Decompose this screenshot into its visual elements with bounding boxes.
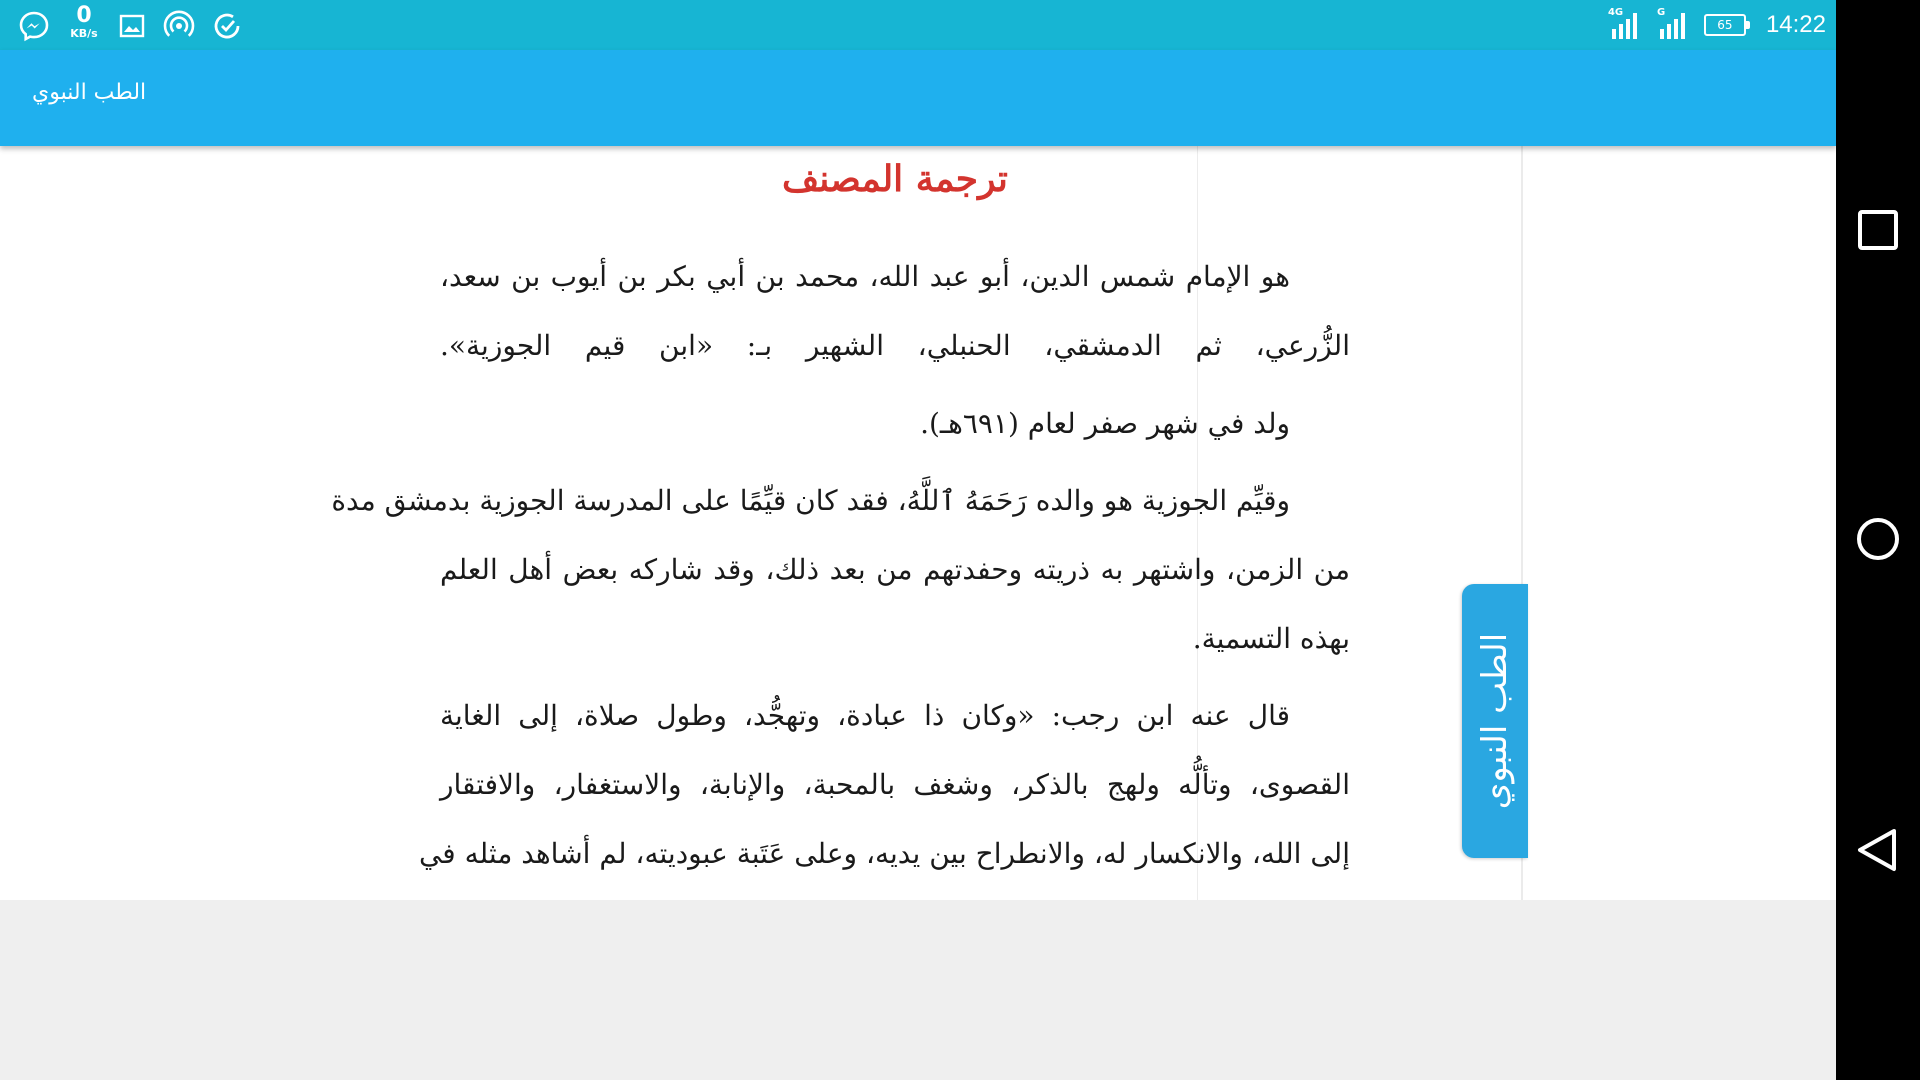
navigation-bar bbox=[1836, 0, 1920, 1080]
recent-apps-button[interactable] bbox=[1836, 188, 1920, 272]
text-line: بهذه التسمية. bbox=[1192, 622, 1350, 655]
text-line: وقيِّم الجوزية هو والده رَحَمَهُ ٱللَّهُ، فقد كان قيِّمًا على المدرسة الجوزية بدمشق مدة bbox=[331, 484, 1290, 517]
battery-icon bbox=[1704, 14, 1746, 36]
signal-g-icon bbox=[1656, 9, 1692, 41]
app-title: الطب النبوي bbox=[32, 80, 147, 105]
signal-4g-label: 4G bbox=[1607, 7, 1624, 18]
side-tab-label: الطب النبوي bbox=[1475, 632, 1515, 810]
signal-g-label: G bbox=[1656, 7, 1666, 18]
status-bar bbox=[0, 0, 1836, 50]
messenger-icon bbox=[18, 10, 50, 42]
home-button[interactable] bbox=[1836, 497, 1920, 581]
book-page[interactable] bbox=[0, 146, 1836, 900]
text-line: هو الإمام شمس الدين، أبو عبد الله، محمد بن أبي بكر بن أيوب بن سعد، bbox=[440, 260, 1290, 293]
network-speed-value: 0 bbox=[76, 3, 92, 28]
text-line: ولد في شهر صفر لعام (٦٩١هـ). bbox=[920, 407, 1290, 440]
text-line: الزُّرعي، ثم الدمشقي، الحنبلي، الشهير بـ: «ابن قيم الجوزية». bbox=[440, 329, 1350, 362]
chapter-side-tab bbox=[1462, 584, 1528, 858]
network-speed bbox=[66, 5, 102, 39]
data-saver-icon bbox=[211, 10, 243, 42]
back-button[interactable] bbox=[1836, 808, 1920, 892]
hotspot-icon bbox=[163, 10, 195, 42]
clock: 14:22 bbox=[1765, 11, 1826, 38]
circle-icon bbox=[1854, 515, 1902, 563]
text-line: القصوى، وتألُّه ولهج بالذكر، وشغف بالمحبة، والإنابة، والاستغفار، والافتقار bbox=[440, 768, 1350, 801]
text-line: إلى الله، والانكسار له، والانطراح بين يديه، وعلى عَتَبة عبوديته، لم أشاهد مثله في bbox=[418, 837, 1350, 870]
battery-level: 65 bbox=[1717, 18, 1733, 32]
page-heading: ترجمة المصنف bbox=[782, 158, 1008, 200]
image-icon bbox=[116, 10, 148, 42]
app-bar bbox=[0, 50, 1836, 146]
signal-4g-icon bbox=[1608, 9, 1644, 41]
status-bar-right bbox=[1608, 0, 1826, 50]
square-icon bbox=[1856, 208, 1900, 252]
text-line: من الزمن، واشتهر به ذريته وحفدتهم من بعد ذلك، وقد شاركه بعض أهل العلم bbox=[440, 553, 1350, 586]
network-speed-unit: KB/s bbox=[70, 27, 98, 40]
back-triangle-icon bbox=[1854, 826, 1902, 874]
text-line: قال عنه ابن رجب: «وكان ذا عبادة، وتهجُّد، وطول صلاة، إلى الغاية bbox=[440, 699, 1290, 732]
